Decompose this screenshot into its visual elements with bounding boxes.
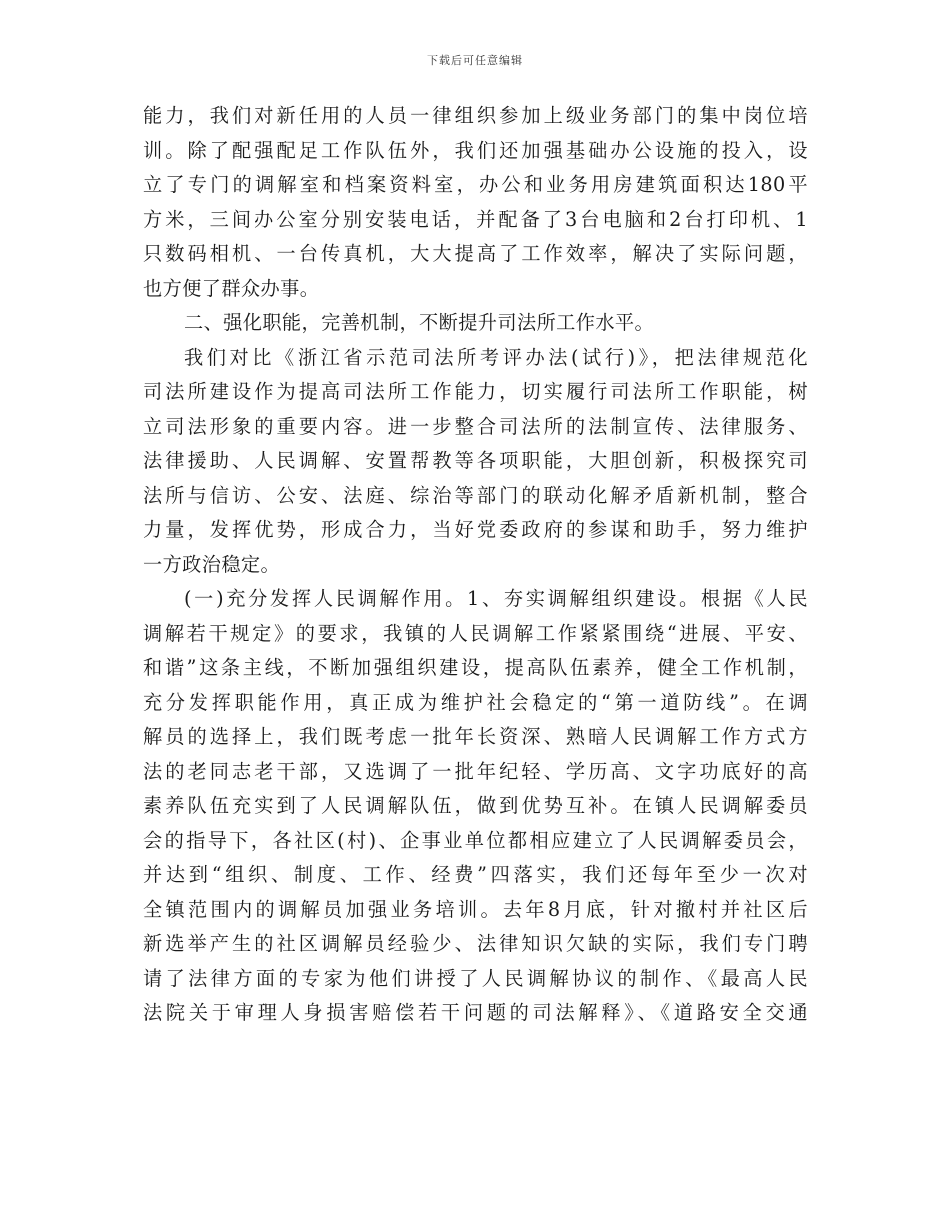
text-line: 法的老同志老干部，又选调了一批年纪轻、学历高、文字功底好的高 [143, 759, 808, 783]
text-line: 二、强化职能，完善机制，不断提升司法所工作水平。 [184, 311, 655, 334]
text-line: 司法所建设作为提高司法所工作能力，切实履行司法所工作职能，树 [143, 380, 808, 403]
text-line: 充分发挥职能作用，真正成为维护社会稳定的“第一道防线”。在调 [143, 690, 808, 714]
text-line: 法律援助、人民调解、安置帮教等各项职能，大胆创新，积极探究司 [143, 449, 808, 472]
text-line: (一)充分发挥人民调解作用。1、夯实调解组织建设。根据《人民 [184, 587, 808, 610]
text-line: 能力，我们对新任用的人员一律组织参加上级业务部门的集中岗位培 [143, 104, 808, 127]
text-line: 立了专门的调解室和档案资料室，办公和业务用房建筑面积达180平 [143, 173, 808, 196]
text-line: 素养队伍充实到了人民调解队伍，做到优势互补。在镇人民调解委员 [143, 794, 808, 817]
text-line: 我们对比《浙江省示范司法所考评办法(试行)》，把法律规范化 [184, 345, 808, 369]
text-line: 训。除了配强配足工作队伍外，我们还加强基础办公设施的投入，设 [143, 138, 808, 162]
text-line: 会的指导下，各社区(村)、企事业单位都相应建立了人民调解委员会， [143, 828, 808, 852]
text-line: 也方便了群众办事。 [143, 276, 320, 300]
text-line: 一方政治稳定。 [143, 552, 281, 576]
text-line: 并达到“组织、制度、工作、经费”四落实，我们还每年至少一次对 [143, 863, 808, 886]
page-header-note: 下载后可任意编辑 [427, 54, 523, 67]
text-line: 调解若干规定》的要求，我镇的人民调解工作紧紧围绕“进展、平安、 [143, 621, 808, 645]
text-line: 立司法形象的重要内容。进一步整合司法所的法制宣传、法律服务、 [143, 414, 808, 438]
document-body [143, 99, 808, 1031]
text-line: 和谐”这条主线，不断加强组织建设，提高队伍素养，健全工作机制， [143, 656, 808, 679]
text-line: 力量，发挥优势，形成合力，当好党委政府的参谋和助手，努力维护 [143, 518, 808, 541]
text-line: 新选举产生的社区调解员经验少、法律知识欠缺的实际，我们专门聘 [143, 932, 808, 955]
text-line: 请了法律方面的专家为他们讲授了人民调解协议的制作、《最高人民 [143, 966, 808, 990]
text-line: 解员的选择上，我们既考虑一批年长资深、熟暗人民调解工作方式方 [143, 725, 808, 748]
text-line: 方米，三间办公室分别安装电话，并配备了3台电脑和2台打印机、1 [143, 207, 808, 231]
text-line: 只数码相机、一台传真机，大大提高了工作效率，解决了实际问题， [143, 242, 808, 265]
text-line: 法院关于审理人身损害赔偿若干问题的司法解释》、《道路安全交通 [143, 1001, 808, 1024]
text-line: 法所与信访、公安、法庭、综治等部门的联动化解矛盾新机制，整合 [143, 483, 808, 507]
text-line: 全镇范围内的调解员加强业务培训。去年8月底，针对撤村并社区后 [143, 897, 808, 921]
